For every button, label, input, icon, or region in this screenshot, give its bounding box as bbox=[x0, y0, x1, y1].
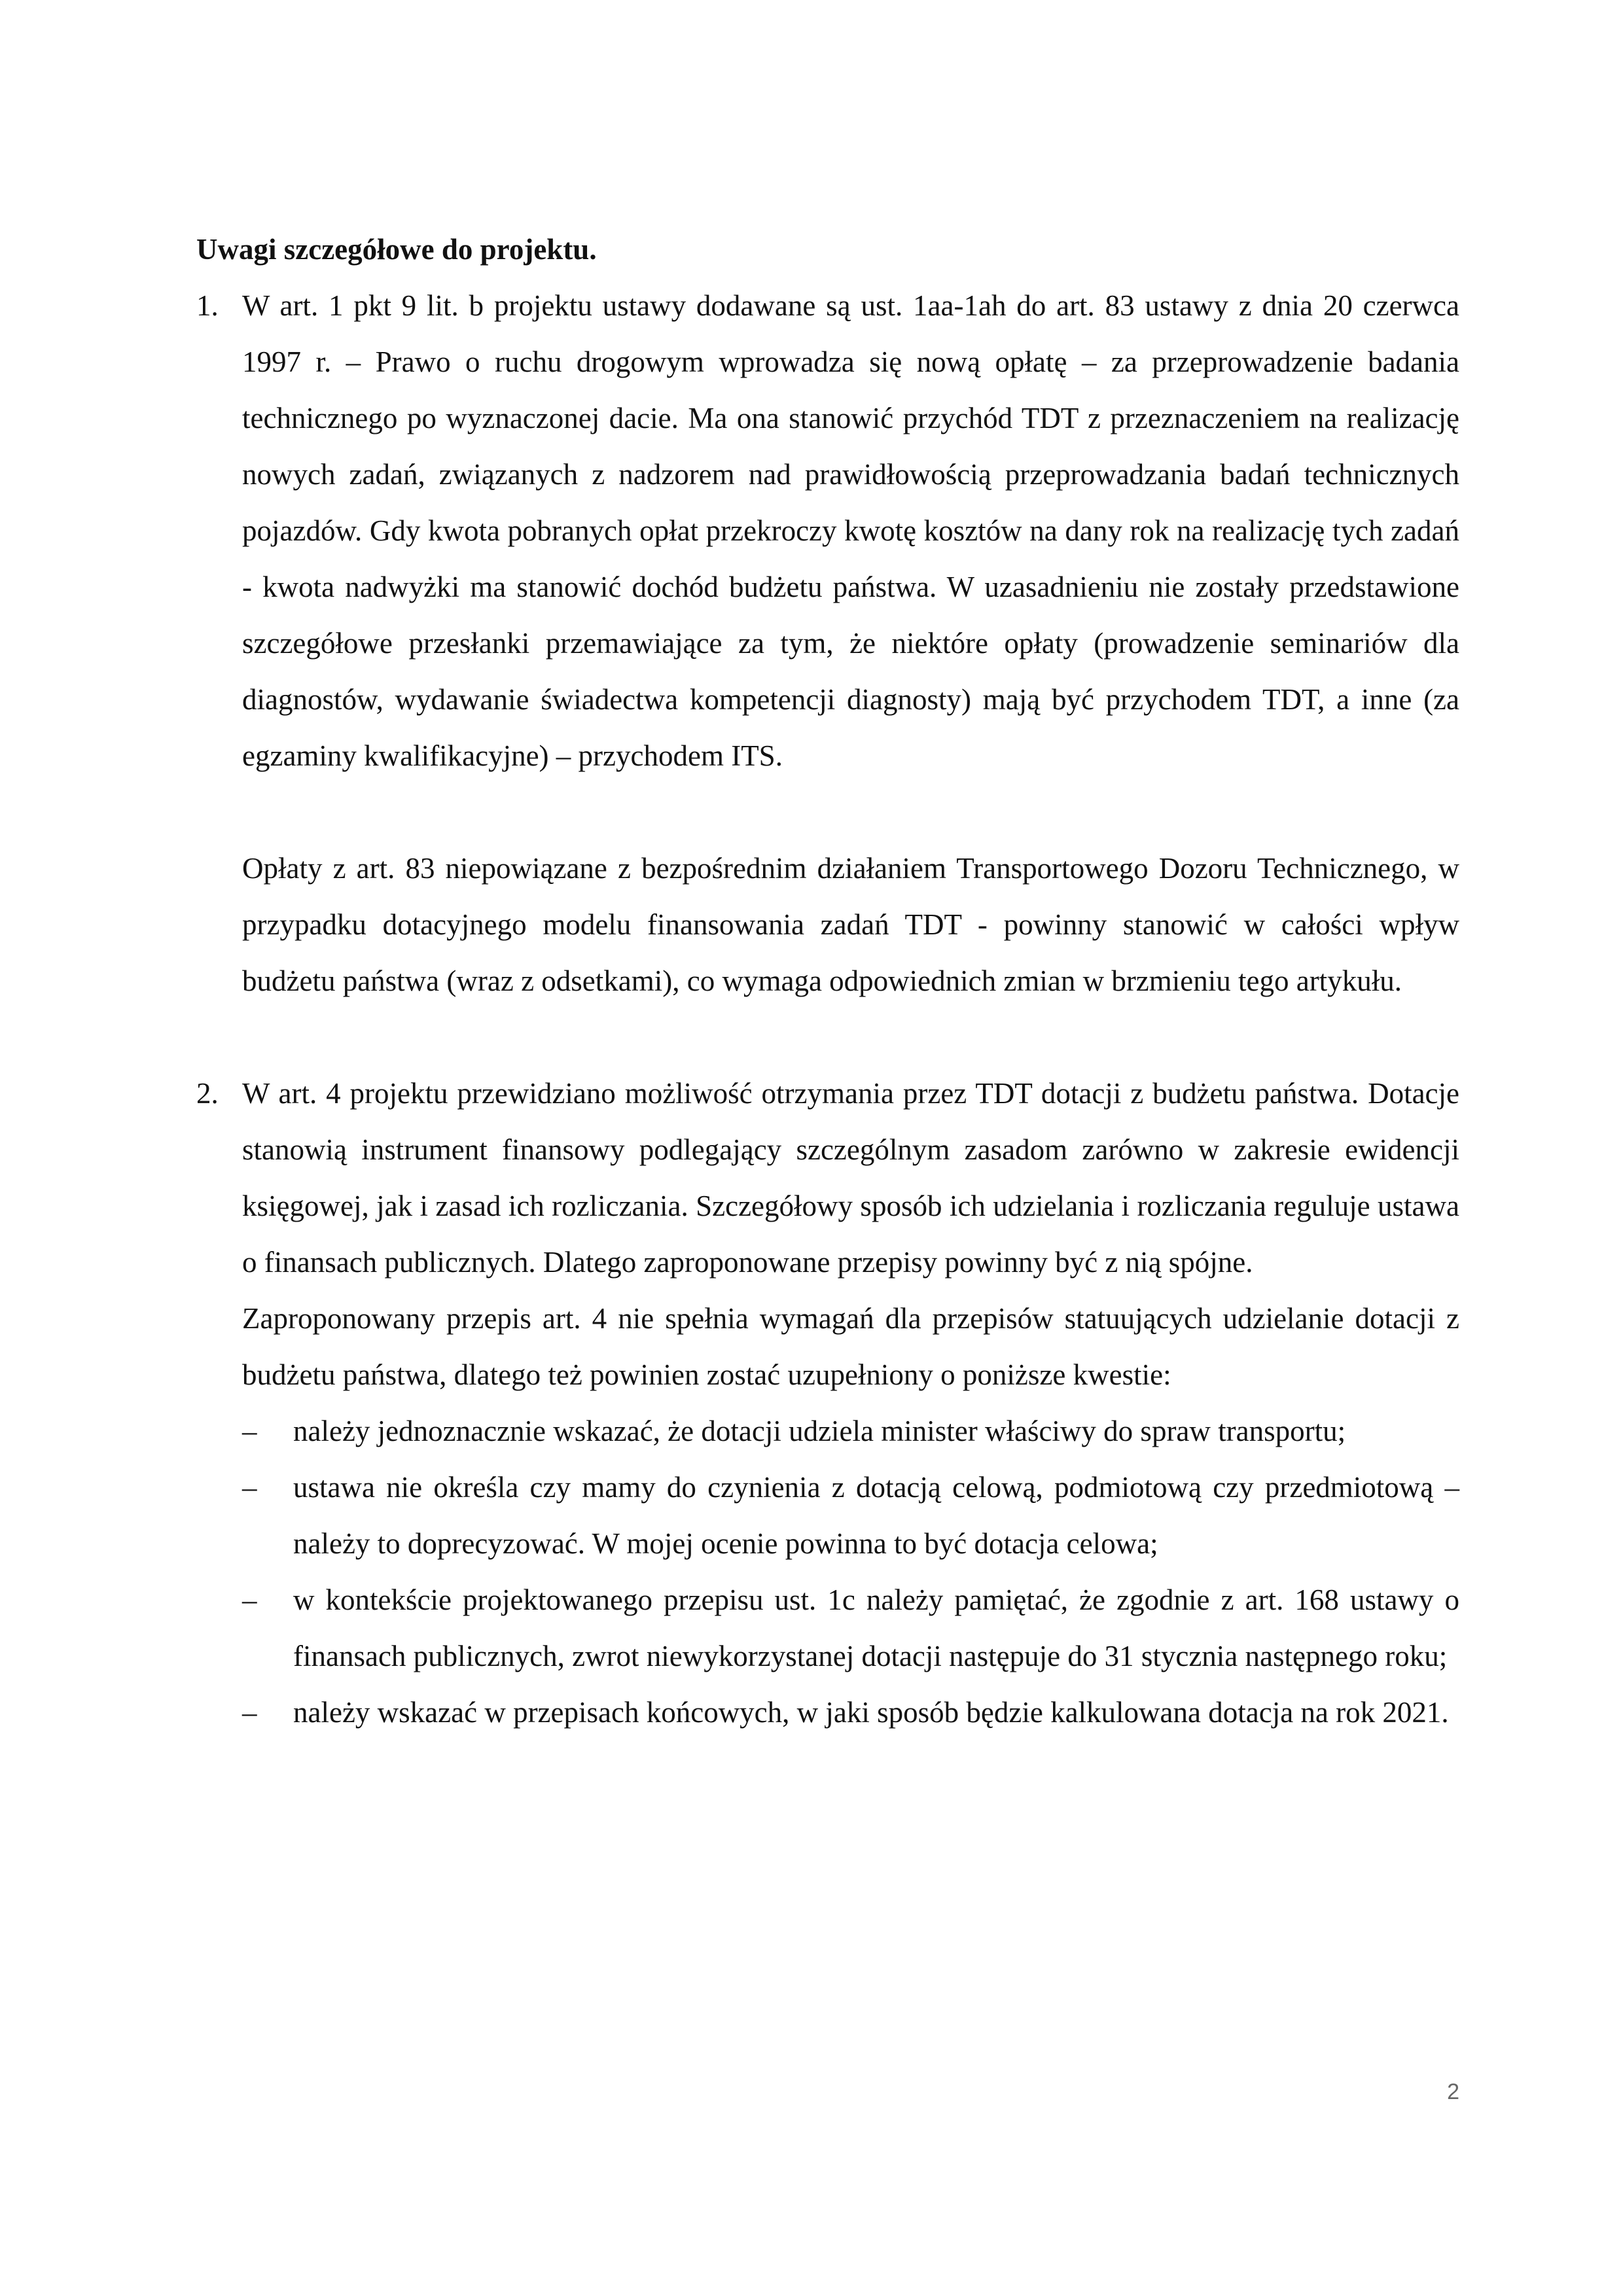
bullet-item bbox=[242, 1684, 1459, 1740]
bullet-item bbox=[242, 1459, 1459, 1572]
item-2-paragraph-1: W art. 4 projektu przewidziano możliwość otrzymania przez TDT dotacji z budżetu państwa. Dotacje stanowią instrument finansowy podlegający szczególnym zasadom zarówno w zakresie ewidencji księgowej, jak i zasad ich rozliczania. Szczegółowy sposób ich udzielania i rozliczania reguluje ustawa o finansach publicznych. Dlatego zaproponowane przepisy powinny być z nią spójne. bbox=[242, 1077, 1459, 1279]
item-1-paragraph-2: Opłaty z art. 83 niepowiązane z bezpośrednim działaniem Transportowego Dozoru Technicznego, w przypadku dotacyjnego modelu finansowania zadań TDT - powinny stanowić w całości wpływ budżetu państwa (wraz z odsetkami), co wymaga odpowiednich zmian w brzmieniu tego artykułu. bbox=[242, 852, 1459, 997]
bullet-text: należy wskazać w przepisach końcowych, w jaki sposób będzie kalkulowana dotacja na rok 2021. bbox=[293, 1696, 1449, 1729]
document-body bbox=[196, 221, 1459, 1740]
dash-marker: – bbox=[242, 1471, 257, 1504]
section-heading: Uwagi szczegółowe do projektu. bbox=[196, 233, 597, 266]
item-number: 2. bbox=[196, 1077, 219, 1110]
bullet-item bbox=[242, 1403, 1459, 1459]
page-number: 2 bbox=[1447, 2079, 1459, 2104]
list-item-1 bbox=[196, 277, 1459, 1009]
dash-marker: – bbox=[242, 1583, 257, 1616]
item-1-paragraph-1: W art. 1 pkt 9 lit. b projektu ustawy dodawane są ust. 1aa-1ah do art. 83 ustawy z dnia 20 czerwca 1997 r. – Prawo o ruchu drogowym wprowadza się nową opłatę – za przeprowadzenie badania technicznego po wyznaczonej dacie. Ma ona stanowić przychód TDT z przeznaczeniem na realizację nowych zadań, związanych z nadzorem nad prawidłowością przeprowadzania badań technicznych pojazdów. Gdy kwota pobranych opłat przekroczy kwotę kosztów na dany rok na realizację tych zadań - kwota nadwyżki ma stanowić dochód budżetu państwa. W uzasadnieniu nie zostały przedstawione szczegółowe przesłanki przemawiające za tym, że niektóre opłaty (prowadzenie seminariów dla diagnostów, wydawanie świadectwa kompetencji diagnosty) mają być przychodem TDT, a inne (za egzaminy kwalifikacyjne) – przychodem ITS. bbox=[242, 289, 1459, 772]
item-2-paragraph-2: Zaproponowany przepis art. 4 nie spełnia wymagań dla przepisów statuujących udzielanie dotacji z budżetu państwa, dlatego też powinien zostać uzupełniony o poniższe kwestie: bbox=[242, 1302, 1459, 1391]
dash-marker: – bbox=[242, 1415, 257, 1447]
bullet-list bbox=[242, 1403, 1459, 1740]
bullet-text: należy jednoznacznie wskazać, że dotacji udziela minister właściwy do spraw transportu; bbox=[293, 1415, 1346, 1447]
dash-marker: – bbox=[242, 1696, 257, 1729]
bullet-text: w kontekście projektowanego przepisu ust. 1c należy pamiętać, że zgodnie z art. 168 ustawy o finansach publicznych, zwrot niewykorzystanej dotacji następuje do 31 stycznia następnego roku; bbox=[293, 1583, 1459, 1672]
list-item-2 bbox=[196, 1065, 1459, 1740]
bullet-item bbox=[242, 1572, 1459, 1684]
bullet-text: ustawa nie określa czy mamy do czynienia z dotacją celową, podmiotową czy przedmiotową – należy to doprecyzować. W mojej ocenie powinna to być dotacja celowa; bbox=[293, 1471, 1459, 1560]
item-number: 1. bbox=[196, 289, 219, 322]
